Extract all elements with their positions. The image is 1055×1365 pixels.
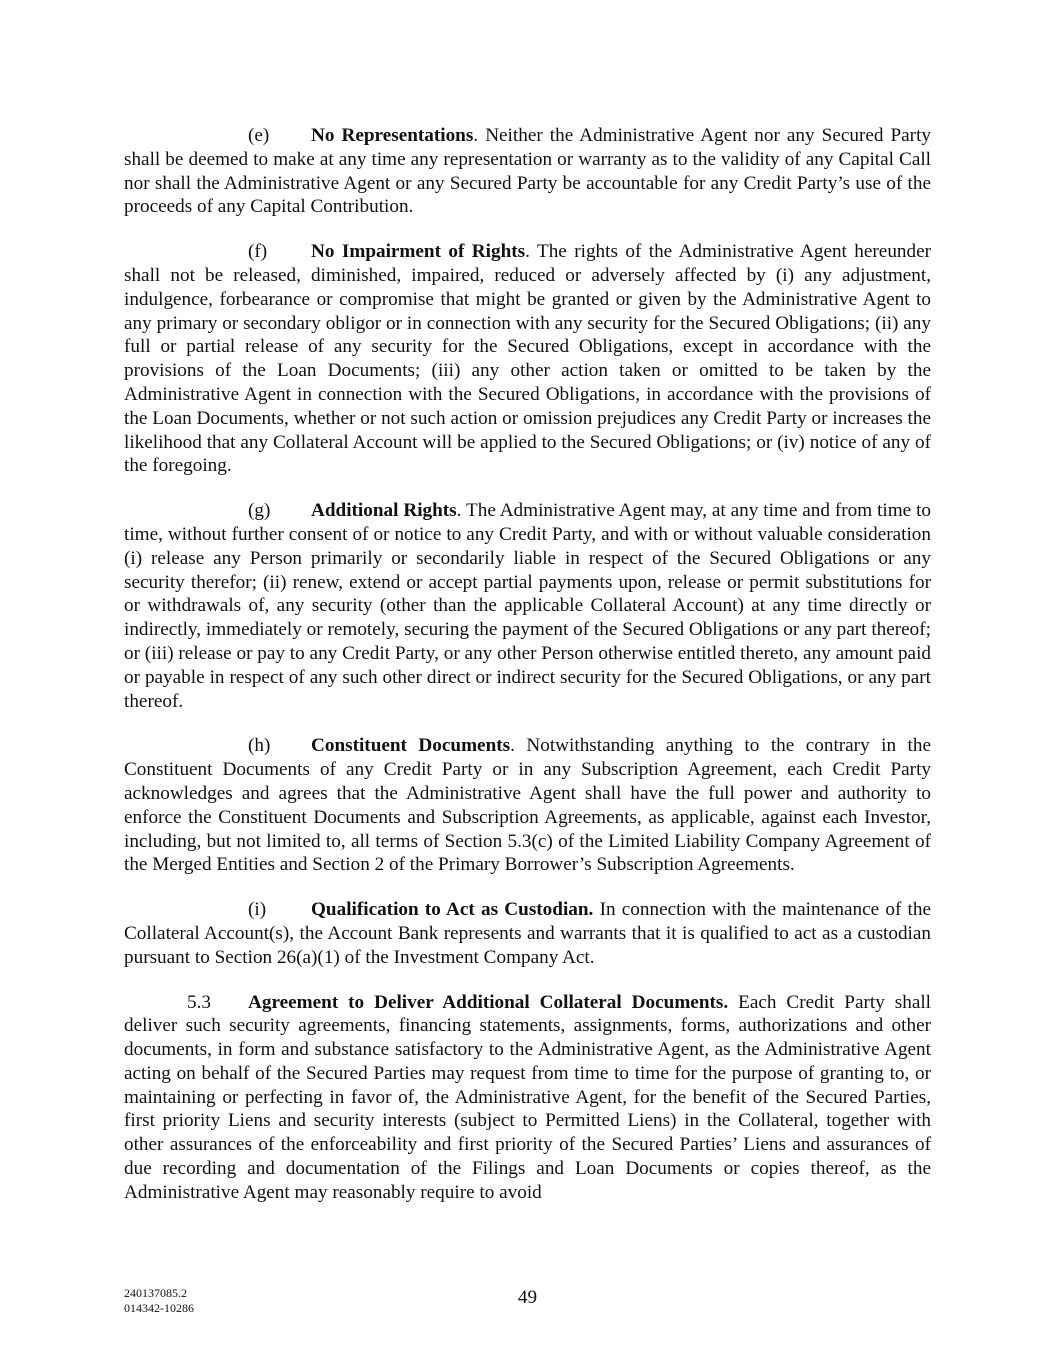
section-5-3 — [124, 991, 931, 1205]
paragraph-number: (i) — [248, 899, 267, 921]
paragraph-text: Notwithstanding anything to the contrary in the Constituent Documents of any Credit Party or in any Subscription Agreement, each Credit Party acknowledges and agrees that the Administrative Agent shall have the full power and authority to enforce the Constituent Documents and Subscription Agreements, as applicable, against each Investor, including, but not limited to, all terms of Section 5.3(c) of the Limited Liability Company Agreement of the Merged Entities and Section 2 of the Primary Borrower’s Subscription Agreements. — [124, 735, 932, 876]
section-number: 5.3 — [187, 991, 211, 1013]
document-body — [124, 124, 931, 1226]
paragraph-text: The rights of the Administrative Agent hereunder shall not be released, diminished, impaired, reduced or adversely affected by (i) any adjustment, indulgence, forbearance or compromise that might be granted or given by the Administrative Agent to any primary or secondary obligor or in connection with any security for the Secured Obligations; (ii) any full or partial release of any security for the Secured Obligations, except in accordance with the provisions of the Loan Documents; (iii) any other action taken or omitted to be taken by the Administrative Agent in connection with the Secured Obligations, in accordance with the provisions of the Loan Documents, whether or not such action or omission prejudices any Credit Party or increases the likelihood that any Collateral Account will be applied to the Secured Obligations; or (iv) notice of any of the foregoing. — [124, 241, 932, 477]
paragraph-number: (e) — [248, 125, 270, 146]
paragraph-heading: Constituent Documents — [311, 735, 511, 757]
paragraph-f — [124, 240, 931, 478]
matter-id: 014342-10286 — [124, 1300, 194, 1315]
paragraph-e — [124, 124, 931, 219]
heading-separator: . — [510, 735, 527, 757]
paragraph-g — [124, 499, 931, 713]
page-number: 49 — [517, 1287, 538, 1308]
paragraph-text: Neither the Administrative Agent nor any Secured Party shall be deemed to make at any time any representation or warranty as to the validity of any Capital Call nor shall the Administrative Agent or any Secured Party be accountable for any Credit Party’s use of the proceeds of any Capital Contribution. — [124, 125, 931, 218]
heading-separator: . — [456, 500, 467, 522]
heading-separator: . — [525, 241, 537, 263]
paragraph-heading: No Impairment of Rights — [311, 241, 526, 263]
document-id: 240137085.2 — [124, 1286, 187, 1300]
paragraph-h — [124, 734, 931, 877]
paragraph-number: (h) — [248, 735, 271, 757]
paragraph-heading: Additional Rights — [311, 500, 457, 522]
paragraph-text: The Administrative Agent may, at any time and from time to time, without further consent of or notice to any Credit Party, and with or without valuable consideration (i) release any Person primarily or secondarily liable in respect of the Secured Obligations or any security therefor; (ii) renew, extend or accept partial payments upon, release or permit substitutions for or withdrawals of, any security (other than the applicable Collateral Account) at any time directly or indirectly, immediately or remotely, securing the payment of the Secured Obligations or any part thereof; or (iii) release or pay to any Credit Party, or any other Person otherwise entitled thereto, any amount paid or payable in respect of any such other direct or indirect security for the Secured Obligations, or any part thereof. — [124, 500, 932, 712]
paragraph-heading: Qualification to Act as Custodian. — [311, 899, 594, 921]
paragraph-number: (f) — [248, 241, 268, 263]
paragraph-text: In connection with the maintenance of the Collateral Account(s), the Account Bank represents and warrants that it is qualified to act as a custodian pursuant to Section 26(a)(1) of the Investment Company Act. — [124, 899, 931, 968]
section-heading: Agreement to Deliver Additional Collateral Documents. — [248, 991, 729, 1013]
paragraph-heading: No Representations — [311, 125, 474, 146]
paragraph-number: (g) — [248, 500, 271, 522]
heading-separator — [728, 992, 738, 1013]
heading-separator: . — [473, 125, 486, 146]
section-text: Each Credit Party shall deliver such security agreements, financing statements, assignments, forms, authorizations and other documents, in form and substance satisfactory to the Administrative Agent, as the Administrative Agent acting on behalf of the Secured Parties may request from time to time for the purpose of granting to, or maintaining or perfecting in favor of, the Administrative Agent, for the benefit of the Secured Parties, first priority Liens and security interests (subject to Permitted Liens) in the Collateral, together with other assurances of the enforceability and first priority of the Secured Parties’ Liens and assurances of due recording and documentation of the Filings and Loan Documents or copies thereof, as the Administrative Agent may reasonably require to avoid — [124, 991, 932, 1203]
paragraph-i — [124, 898, 931, 969]
